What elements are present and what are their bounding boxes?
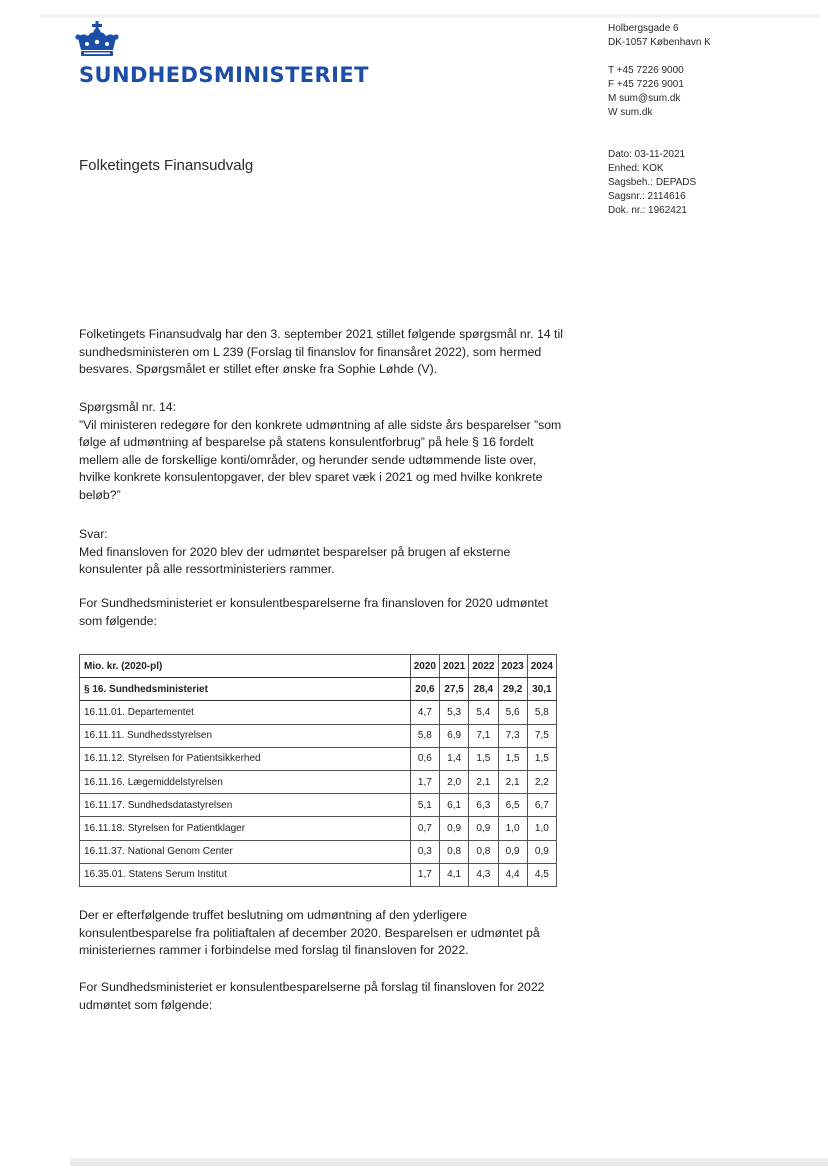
- table-cell-value: 2,1: [469, 770, 498, 793]
- address-line-1: Holbergsgade 6: [608, 23, 679, 34]
- table-cell-value: 7,3: [498, 724, 527, 747]
- table-header-row: [80, 655, 557, 678]
- table-header-year: 2022: [469, 655, 498, 678]
- meta-case-number: Sagsnr.: 2114616: [608, 191, 686, 202]
- intro-text: Folketingets Finansudvalg har den 3. september 2021 stillet følgende spørgsmål nr. 14 til sundhedsministeren om L 239 (Forslag til finanslov for finansåret 2022), som hermed besvares. Spørgsmålet er stillet efter ønske fra Sophie Løhde (V).: [79, 327, 563, 377]
- table-cell-value: 6,7: [527, 794, 556, 817]
- table-cell-value: 1,7: [410, 770, 439, 793]
- table-cell-value: 6,9: [440, 724, 469, 747]
- table-cell-value: 2,0: [440, 770, 469, 793]
- answer-heading: Svar:: [79, 527, 108, 541]
- table-cell-value: 5,8: [410, 724, 439, 747]
- table-row: [80, 817, 557, 840]
- table-cell-value: 4,3: [469, 863, 498, 886]
- table-intro-text: For Sundhedsministeriet er konsulentbesparelserne fra finansloven for 2020 udmøntet som følgende:: [79, 596, 548, 628]
- question-heading: Spørgsmål nr. 14:: [79, 400, 177, 414]
- table-cell-value: 0,7: [410, 817, 439, 840]
- table-cell-value: 5,3: [440, 701, 469, 724]
- intro-paragraph: [79, 326, 564, 379]
- table-row: [80, 794, 557, 817]
- table-cell-value: 2,2: [527, 770, 556, 793]
- crown-logo-icon: [74, 20, 120, 60]
- table-cell-value: 1,5: [498, 747, 527, 770]
- email-line: M sum@sum.dk: [608, 93, 681, 104]
- fax-line: F +45 7226 9001: [608, 79, 684, 90]
- table-cell-value: 30,1: [527, 678, 556, 701]
- table-cell-value: 0,3: [410, 840, 439, 863]
- meta-date: Dato: 03-11-2021: [608, 149, 686, 160]
- table-header-year: 2024: [527, 655, 556, 678]
- phone-line: T +45 7226 9000: [608, 65, 684, 76]
- table-header-year: 2020: [410, 655, 439, 678]
- table-header-year: 2023: [498, 655, 527, 678]
- meta-document-number: Dok. nr.: 1962421: [608, 205, 687, 216]
- table-body: [80, 678, 557, 887]
- table-row: [80, 840, 557, 863]
- table-cell-value: 28,4: [469, 678, 498, 701]
- table-cell-value: 1,7: [410, 863, 439, 886]
- table-cell-value: 1,0: [527, 817, 556, 840]
- table-cell-value: 4,1: [440, 863, 469, 886]
- closing-paragraph: [79, 979, 564, 1014]
- table-row: [80, 863, 557, 886]
- table-cell-label: 16.11.11. Sundhedsstyrelsen: [80, 724, 411, 747]
- table-cell-value: 7,1: [469, 724, 498, 747]
- table-cell-value: 1,0: [498, 817, 527, 840]
- meta-unit: Enhed: KOK: [608, 163, 664, 174]
- document-meta: [608, 148, 696, 218]
- question-text: ”Vil ministeren redegøre for den konkrete udmøntning af alle sidste års besparelser ”som følge af udmøntning af besparelse på statens konsulentforbrug” på hele § 16 fordelt mellem alle de forskellige konti/områder, og herunder sende udtømmende liste over, hvilke konkrete konsulentopgaver, der blev sparet væk i 2021 og med hvilke konkrete beløb?”: [79, 417, 562, 502]
- table-cell-label: 16.11.01. Departementet: [80, 701, 411, 724]
- table-cell-label: 16.11.18. Styrelsen for Patientklager: [80, 817, 411, 840]
- answer-text: Med finansloven for 2020 blev der udmøntet besparelser på brugen af eksterne konsulenter på alle ressortministeriers rammer.: [79, 544, 511, 577]
- table-cell-value: 6,5: [498, 794, 527, 817]
- table-cell-value: 20,6: [410, 678, 439, 701]
- table-cell-value: 5,8: [527, 701, 556, 724]
- web-line: W sum.dk: [608, 107, 653, 118]
- table-intro-paragraph: [79, 595, 564, 630]
- table-cell-value: 4,7: [410, 701, 439, 724]
- table-cell-value: 0,6: [410, 747, 439, 770]
- table-cell-value: 1,5: [527, 747, 556, 770]
- table-cell-value: 4,4: [498, 863, 527, 886]
- table-row: [80, 701, 557, 724]
- scan-artifact-top: [40, 14, 820, 18]
- table-cell-value: 6,3: [469, 794, 498, 817]
- table-cell-value: 5,4: [469, 701, 498, 724]
- answer-section: [79, 526, 564, 579]
- table-cell-value: 0,9: [469, 817, 498, 840]
- table-cell-value: 27,5: [440, 678, 469, 701]
- org-wordmark: SUNDHEDSMINISTERIET: [79, 63, 369, 87]
- meta-handler: Sagsbeh.: DEPADS: [608, 177, 697, 188]
- table-cell-label: 16.11.17. Sundhedsdatastyrelsen: [80, 794, 411, 817]
- table-cell-value: 5,1: [410, 794, 439, 817]
- savings-table: [79, 654, 557, 887]
- table-cell-value: 0,9: [527, 840, 556, 863]
- recipient: Folketingets Finansudvalg: [79, 157, 254, 174]
- table-cell-value: 29,2: [498, 678, 527, 701]
- after-table-paragraph: [79, 907, 564, 960]
- table-cell-label: 16.11.37. National Genom Center: [80, 840, 411, 863]
- contact-block: [608, 22, 711, 120]
- scan-artifact-bottom: [70, 1158, 828, 1166]
- table-row: [80, 724, 557, 747]
- table-cell-value: 7,5: [527, 724, 556, 747]
- table-row: [80, 747, 557, 770]
- table-cell-value: 0,8: [440, 840, 469, 863]
- table-cell-value: 4,5: [527, 863, 556, 886]
- table-cell-value: 0,8: [469, 840, 498, 863]
- table-cell-value: 5,6: [498, 701, 527, 724]
- question-section: [79, 399, 564, 505]
- table-cell-value: 1,5: [469, 747, 498, 770]
- table-cell-value: 1,4: [440, 747, 469, 770]
- table-header-label: Mio. kr. (2020-pl): [80, 655, 411, 678]
- after-table-text: Der er efterfølgende truffet beslutning om udmøntning af den yderligere konsulentbesparelse fra politiaftalen af december 2020. Besparelsen er udmøntet på ministeriernes rammer i forbindelse med forslag til finansloven for 2022.: [79, 908, 540, 958]
- table-header-year: 2021: [440, 655, 469, 678]
- address-line-2: DK-1057 København K: [608, 37, 711, 48]
- table-cell-label: 16.11.12. Styrelsen for Patientsikkerhed: [80, 747, 411, 770]
- table-row: [80, 678, 557, 701]
- table-cell-value: 6,1: [440, 794, 469, 817]
- table-cell-value: 0,9: [440, 817, 469, 840]
- table-cell-label: 16.35.01. Statens Serum Institut: [80, 863, 411, 886]
- table-cell-label: § 16. Sundhedsministeriet: [80, 678, 411, 701]
- table-cell-value: 2,1: [498, 770, 527, 793]
- closing-text: For Sundhedsministeriet er konsulentbesparelserne på forslag til finansloven for 2022 udmøntet som følgende:: [79, 980, 545, 1012]
- table-cell-label: 16.11.16. Lægemiddelstyrelsen: [80, 770, 411, 793]
- table-row: [80, 770, 557, 793]
- table-cell-value: 0,9: [498, 840, 527, 863]
